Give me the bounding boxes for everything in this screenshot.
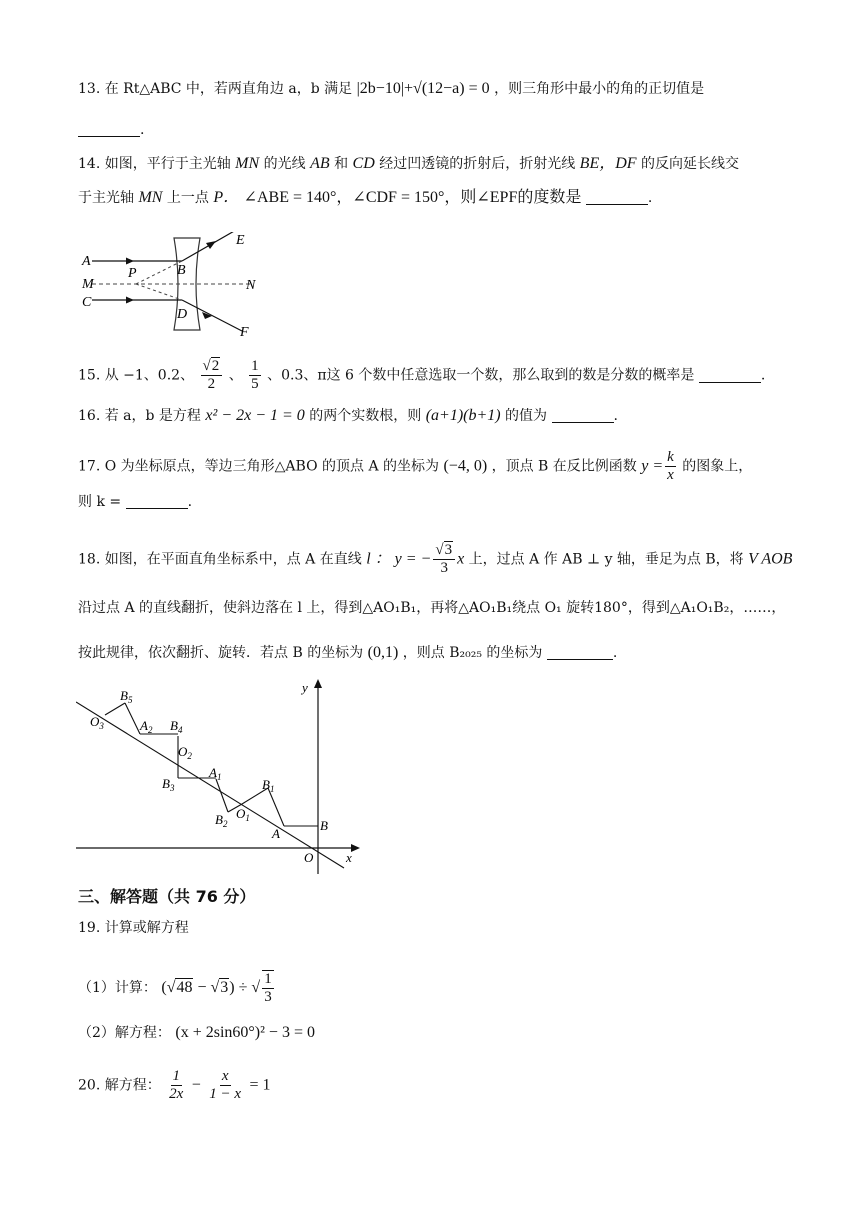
q18-line1 <box>78 542 792 577</box>
q14-text-2b: 上一点 <box>166 190 209 206</box>
q16-equation: x² − 2x − 1 = 0 <box>205 407 305 424</box>
q13-period: . <box>140 122 145 138</box>
q15-frac-1-over-5: $\frac{1}{5}$ <box>251 358 259 392</box>
q19-title <box>78 918 189 938</box>
q19-part1 <box>78 970 276 1006</box>
q15-text-b: 、 <box>228 367 243 384</box>
q17-coord: (−4, 0) <box>443 457 488 475</box>
q18-period: . <box>612 645 618 661</box>
label-D: D <box>177 307 188 322</box>
q20-line <box>78 1068 271 1103</box>
q17-k-label: 则 k = <box>78 494 122 510</box>
q16-text-c: 的值为 <box>505 408 548 424</box>
q15-line <box>78 358 765 393</box>
q17-y-equals: y = <box>641 457 664 475</box>
q20-text: 解方程： <box>104 1077 161 1094</box>
q20-equals-1: = 1 <box>249 1076 271 1094</box>
q15-frac-sqrt2-over-2: $\frac{√2}{2}$ <box>201 358 223 393</box>
label-P: P <box>128 266 137 281</box>
q14-cd: CD <box>352 155 375 172</box>
q18-text-1b: 上，过点 A 作 AB ⊥ y 轴，垂足为点 B，将 <box>468 551 744 568</box>
label-O: O <box>304 850 314 865</box>
label-A2: $A_2$ <box>140 718 153 735</box>
q18-line-l: l ： y = − <box>366 550 432 568</box>
q18-frac-sqrt3-over-3: $\frac{√3}{3}$ <box>433 542 455 577</box>
q19-part2 <box>78 1023 315 1043</box>
q15-text-c: 、0.3、π这 6 个数中任意选取一个数，那么取到的数是分数的概率是 <box>267 367 695 384</box>
label-B: B <box>177 263 186 278</box>
q13-text-a: 在 Rt△ABC 中，若两直角边 a，b 满足 <box>104 81 353 97</box>
coordinate-figure <box>76 676 366 876</box>
q19-part1-expr: (√48 − √3) ÷ √ <box>161 979 261 996</box>
label-B: B <box>320 818 328 833</box>
q14-p: P． <box>213 189 240 206</box>
q13-answer-blank[interactable] <box>78 136 140 137</box>
label-B5: $B_5$ <box>120 688 133 705</box>
q17-number: 17. <box>78 458 101 475</box>
q16-text-a: 若 a，b 是方程 <box>104 408 201 424</box>
q18-text-3b: ，则点 B₂₀₂₅ 的坐标为 <box>402 645 543 661</box>
section-3-heading: 三、解答题（共 76 分） <box>78 887 256 906</box>
q18-text-3a: 按此规律，依次翻折、旋转．若点 B 的坐标为 <box>78 645 364 661</box>
label-x: x <box>346 850 352 865</box>
q16-period: . <box>613 408 618 424</box>
q13-line2 <box>78 120 144 140</box>
q16-expression: (a+1)(b+1) <box>425 407 501 424</box>
q18-answer-blank[interactable] <box>547 659 613 660</box>
label-B2: $B_2$ <box>215 812 228 829</box>
q19-part2-expr: (x + 2sin60°)² − 3 = 0 <box>175 1024 315 1041</box>
q14-angles: ∠ABE = 140°，∠CDF = 150°，则∠EPF的度数是 <box>243 189 582 206</box>
q13-line1 <box>78 79 704 99</box>
q16-answer-blank[interactable] <box>552 422 614 423</box>
q14-text-1a: 如图，平行于主光轴 <box>104 156 231 172</box>
q19-title-text: 计算或解方程 <box>104 920 189 936</box>
q14-text-1e: 的反向延长线交 <box>641 156 740 172</box>
q14-period: . <box>647 190 653 206</box>
label-O2: $O_2$ <box>178 744 192 761</box>
q14-text-1b: 的光线 <box>263 156 306 172</box>
q14-answer-blank[interactable] <box>586 204 648 205</box>
q13-text-b: ，则三角形中最小的角的正切值是 <box>494 81 705 97</box>
label-B1: $B_1$ <box>262 777 275 794</box>
q18-line3 <box>78 643 617 663</box>
q18-line2 <box>78 598 785 618</box>
q18-text-2: 沿过点 A 的直线翻折，使斜边落在 l 上，得到△AO₁B₁，再将△AO₁B₁绕点 O₁ 旋转180°，得到△A₁O₁B₂，……， <box>78 600 786 616</box>
q13-equation: |2b−10|+√(12−a) = 0 <box>356 80 490 97</box>
q15-number: 15. <box>78 367 101 384</box>
q18-x: x <box>457 550 465 568</box>
q13-number: 13. <box>78 81 101 97</box>
label-F: F <box>240 325 249 340</box>
q14-ab: AB <box>310 155 330 172</box>
q18-text-1a: 如图，在平面直角坐标系中，点 A 在直线 <box>104 551 362 568</box>
q18-triangle-aob: V AOB <box>748 550 793 568</box>
label-B4: $B_4$ <box>170 718 183 735</box>
q19-frac-1-over-3: $\frac{1}{3}$ <box>264 971 272 1005</box>
q17-frac-k-over-x: $\frac{k}{x}$ <box>667 449 674 483</box>
q14-line2 <box>78 188 652 208</box>
label-A1: $A_1$ <box>209 765 222 782</box>
label-A: A <box>272 826 280 841</box>
q15-period: . <box>760 367 766 384</box>
q17-answer-blank[interactable] <box>126 508 188 509</box>
q14-mn: MN <box>235 155 260 172</box>
q14-number: 14. <box>78 156 101 172</box>
q20-frac-x-over-1-minus-x: $\frac{x}{1 - x}$ <box>209 1068 242 1102</box>
q18-coord: (0,1) <box>367 644 399 661</box>
label-y: y <box>302 680 308 695</box>
label-E: E <box>236 233 245 248</box>
label-O1: $O_1$ <box>236 806 250 823</box>
label-M: M <box>82 277 94 292</box>
q17-text-a: O 为坐标原点，等边三角形△ABO 的顶点 A 的坐标为 <box>104 458 440 475</box>
label-C: C <box>82 295 92 310</box>
q15-text-a: 从 −1、0.2、 <box>104 367 195 384</box>
q16-line <box>78 406 618 426</box>
q17-period: . <box>187 494 193 510</box>
q14-be-df: BE，DF <box>579 155 637 172</box>
q19-part1-label: （1）计算： <box>78 980 157 996</box>
q16-text-b: 的两个实数根，则 <box>309 408 422 424</box>
q20-number: 20. <box>78 1077 101 1094</box>
q16-number: 16. <box>78 408 101 424</box>
q14-text-1c: 和 <box>334 156 349 172</box>
q14-text-2a: 于主光轴 <box>78 190 134 206</box>
label-B3: $B_3$ <box>162 776 175 793</box>
q19-part2-label: （2）解方程： <box>78 1025 171 1041</box>
q14-line1 <box>78 154 739 174</box>
q17-text-c: 的图象上， <box>682 458 753 475</box>
q15-answer-blank[interactable] <box>699 382 761 383</box>
q20-minus: − <box>191 1076 201 1094</box>
label-O3: $O_3$ <box>90 714 104 731</box>
q17-line1 <box>78 449 752 484</box>
q17-text-b: ，顶点 B 在反比例函数 <box>491 458 637 475</box>
q19-number: 19. <box>78 920 101 936</box>
label-N: N <box>246 278 256 293</box>
label-A: A <box>82 254 91 269</box>
q18-number: 18. <box>78 551 101 568</box>
q14-mn2: MN <box>138 189 163 206</box>
lens-diagram <box>78 232 278 342</box>
q17-line2 <box>78 492 192 512</box>
q20-frac-1-over-2x: $\frac{1}{2x}$ <box>169 1068 184 1102</box>
q14-text-1d: 经过凹透镜的折射后，折射光线 <box>379 156 576 172</box>
